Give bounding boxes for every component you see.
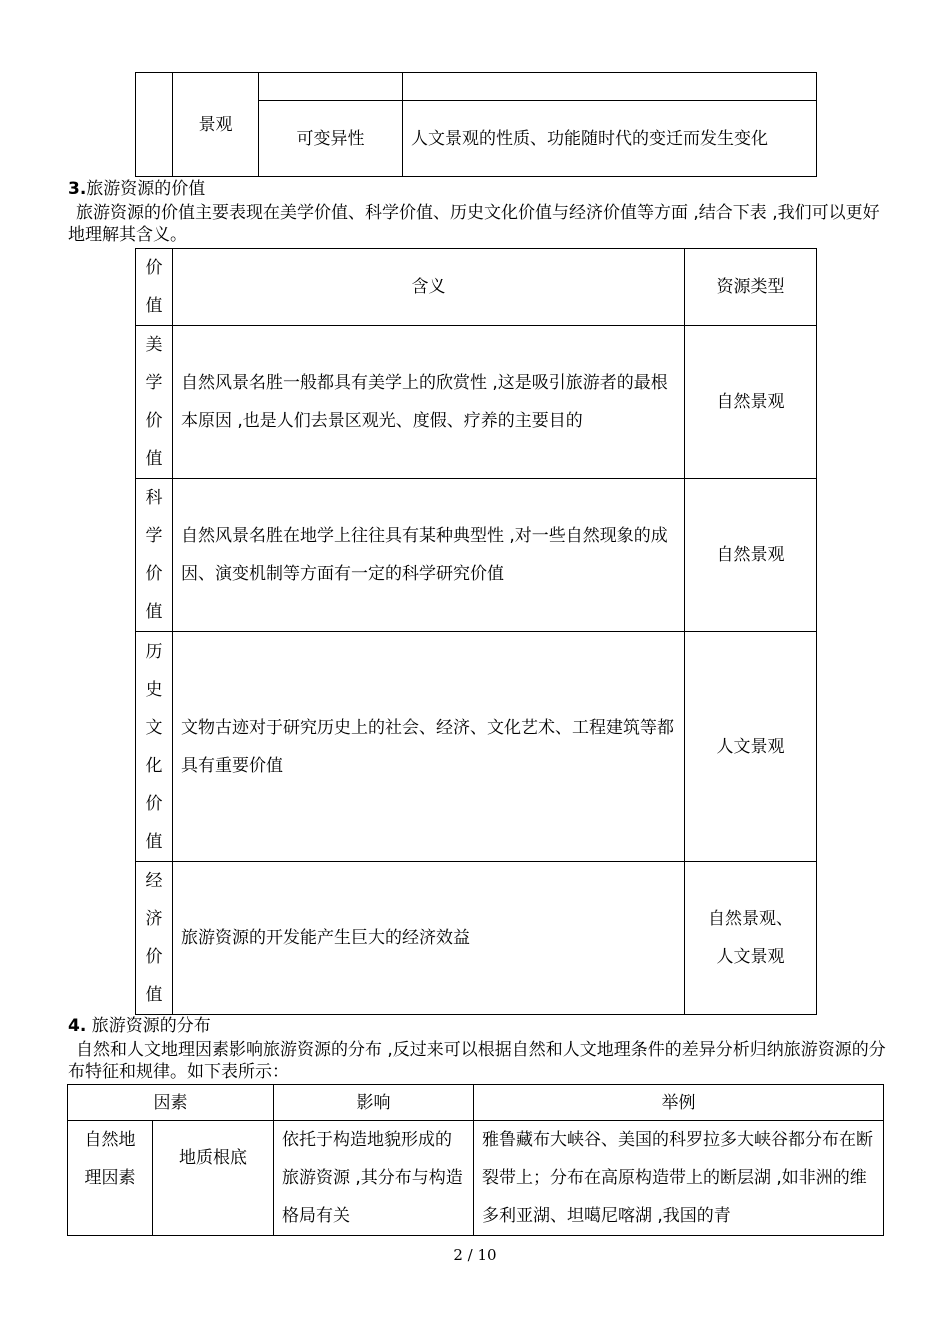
row-type: 人文景观 (685, 632, 817, 862)
empty-cell (259, 73, 403, 101)
row-value: 历史文化价值 (136, 632, 173, 862)
landscape-table-fragment (135, 72, 817, 177)
table-row (136, 479, 817, 632)
section-4-intro: 自然和人文地理因素影响旅游资源的分布 ,反过来可以根据自然和人文地理条件的差异分析归纳旅游资源的分布特征和规律。如下表所示： (68, 1040, 886, 1082)
table-row (136, 632, 817, 862)
row-value: 美学价值 (136, 326, 173, 479)
empty-cell (136, 73, 173, 177)
section-3-heading: 3.旅游资源的价值 (68, 179, 206, 199)
row-meaning: 旅游资源的开发能产生巨大的经济效益 (173, 862, 685, 1015)
header-value: 价值 (136, 249, 173, 326)
header-meaning: 含义 (173, 249, 685, 326)
row-value: 经济价值 (136, 862, 173, 1015)
resource-value-table (135, 248, 817, 1015)
table-header-row (68, 1085, 884, 1121)
category-cell: 景观 (173, 73, 259, 177)
example-cell: 雅鲁藏布大峡谷、美国的科罗拉多大峡谷都分布在断裂带上；分布在高原构造带上的断层湖 ,如非洲的维多利亚湖、坦噶尼喀湖 ,我国的青 (474, 1121, 884, 1236)
table-header-row (136, 249, 817, 326)
header-example: 举例 (474, 1085, 884, 1121)
row-meaning: 自然风景名胜一般都具有美学上的欣赏性 ,这是吸引旅游者的最根本原因 ,也是人们去景区观光、度假、疗养的主要目的 (173, 326, 685, 479)
header-type: 资源类型 (685, 249, 817, 326)
resource-distribution-table (67, 1084, 884, 1236)
row-type: 自然景观 (685, 326, 817, 479)
section-3-intro: 旅游资源的价值主要表现在美学价值、科学价值、历史文化价值与经济价值等方面 ,结合下表 ,我们可以更好地理解其含义。 (68, 203, 880, 245)
page-number: 2 / 10 (453, 1246, 497, 1264)
row-type: 自然景观 (685, 479, 817, 632)
feature-cell: 可变异性 (259, 101, 403, 177)
row-value: 科学价值 (136, 479, 173, 632)
factor-cell: 自然地理因素 (68, 1121, 153, 1236)
section-4-heading: 4. 旅游资源的分布 (68, 1016, 211, 1036)
empty-cell (403, 73, 817, 101)
header-factor: 因素 (68, 1085, 274, 1121)
influence-cell: 依托于构造地貌形成的旅游资源 ,其分布与构造格局有关 (274, 1121, 474, 1236)
row-type: 自然景观、人文景观 (685, 862, 817, 1015)
feature-description: 人文景观的性质、功能随时代的变迁而发生变化 (403, 101, 817, 177)
table-row (136, 862, 817, 1015)
table-row (136, 326, 817, 479)
row-meaning: 自然风景名胜在地学上往往具有某种典型性 ,对一些自然现象的成因、演变机制等方面有一定的科学研究价值 (173, 479, 685, 632)
header-influence: 影响 (274, 1085, 474, 1121)
sub-factor-cell: 地质根底 (153, 1121, 274, 1236)
row-meaning: 文物古迹对于研究历史上的社会、经济、文化艺术、工程建筑等都具有重要价值 (173, 632, 685, 862)
table-row (68, 1121, 884, 1236)
